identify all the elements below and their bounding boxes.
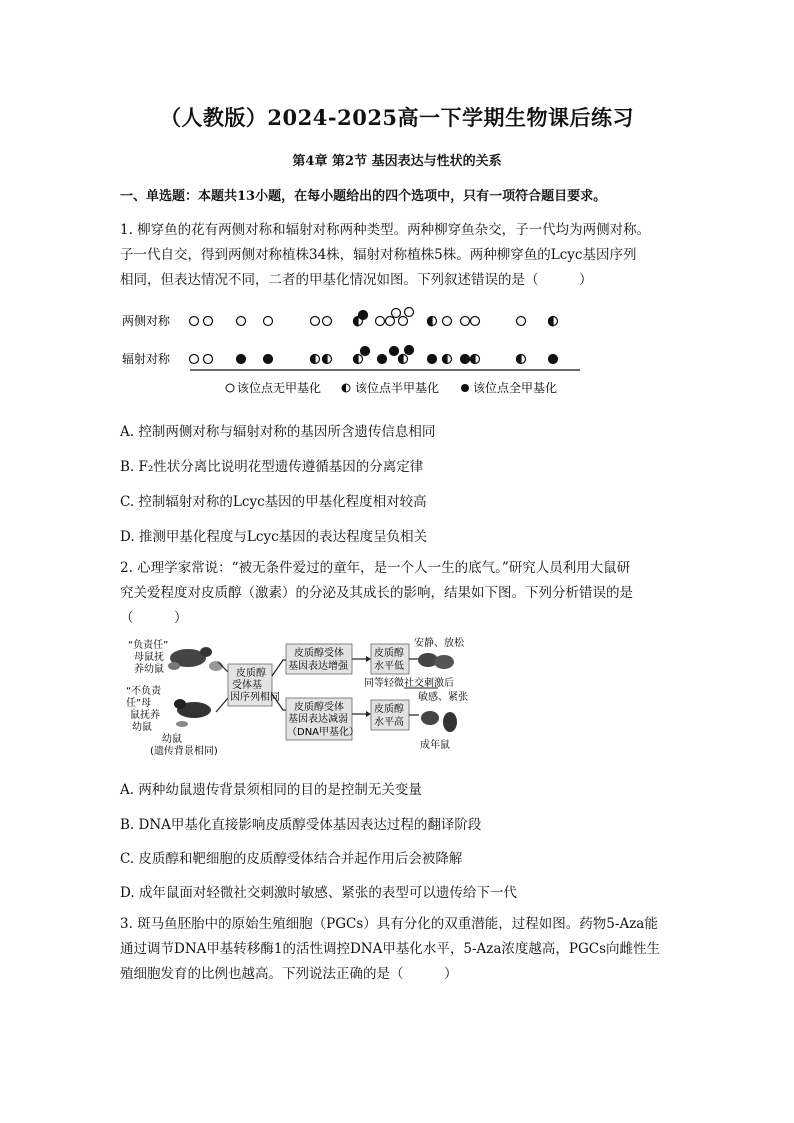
svg-text:皮质醇: 皮质醇 [236, 668, 266, 679]
svg-text:皮质醇: 皮质醇 [374, 648, 404, 659]
lower-expression-box [286, 698, 359, 740]
upper-expression-box [286, 644, 352, 674]
site-full-icon [237, 355, 246, 364]
question-3-line: 殖细胞发育的比例也越高。下列说法正确的是（ ） [120, 966, 458, 982]
svg-text:（DNA甲基化）: （DNA甲基化） [287, 727, 360, 738]
site-open-icon [517, 317, 526, 326]
legend-none-label: 该位点无甲基化 [237, 381, 322, 395]
site-full-icon [390, 347, 399, 356]
question-3-stem [120, 912, 680, 987]
site-full-icon [378, 355, 387, 364]
site-full-icon [461, 355, 470, 364]
sensitive-label: 敏感、紧张 [418, 692, 468, 703]
site-full-icon [264, 355, 273, 364]
site-open-icon [264, 317, 273, 326]
question-2-option-d[interactable]: D. 成年鼠面对轻微社交刺激时敏感、紧张的表型可以遗传给下一代 [120, 885, 517, 901]
legend-half-label: 该位点半甲基化 [355, 381, 440, 395]
question-1-line: 相同，但表达情况不同，二者的甲基化情况如图。下列叙述错误的是（ ） [120, 272, 593, 288]
site-open-icon [204, 317, 213, 326]
stimulus-label: 同等轻微社交刺激后 [364, 678, 454, 689]
calm-label: 安静、放松 [414, 638, 464, 649]
site-open-icon [190, 355, 199, 364]
site-open-icon [190, 317, 199, 326]
site-open-icon [443, 317, 452, 326]
site-open-icon [311, 317, 320, 326]
site-open-icon [323, 317, 332, 326]
arrow-head-icon [366, 711, 371, 717]
irresponsible-mother-rat-icon [174, 699, 211, 727]
site-open-icon [405, 308, 414, 317]
svg-text:基因表达增强: 基因表达增强 [288, 661, 348, 672]
question-1-line: 1. 柳穿鱼的花有两侧对称和辐射对称两种类型。两种柳穿鱼杂交，子一代均为两侧对称。 [120, 222, 651, 238]
legend-open-icon [226, 384, 234, 392]
question-2-option-c[interactable]: C. 皮质醇和靶细胞的皮质醇受体结合并起作用后会被降解 [120, 851, 463, 867]
arrow-head-icon [366, 656, 371, 662]
question-1-stem [120, 218, 680, 293]
legend-full-icon [461, 384, 469, 392]
cortisol-low-box [371, 644, 409, 674]
question-1-option-d[interactable]: D. 推测甲基化程度与Lcyc基因的表达程度呈负相关 [120, 529, 428, 545]
section-heading: 一、单选题：本题共13小题，在每小题给出的四个选项中，只有一项符合题目要求。 [120, 189, 607, 204]
row-bilateral-label: 两侧对称 [122, 314, 171, 328]
row-radial-label: 辐射对称 [122, 352, 171, 366]
svg-text:因序列相同: 因序列相同 [230, 692, 280, 703]
question-1-option-c[interactable]: C. 控制辐射对称的Lcyc基因的甲基化程度相对较高 [120, 494, 427, 510]
svg-text:皮质醇受体: 皮质醇受体 [294, 648, 344, 659]
site-open-icon [237, 317, 246, 326]
receptor-gene-box [228, 664, 280, 706]
page-title: （人教版）2024-2025高一下学期生物课后练习 [159, 105, 635, 130]
rat-care-flow-diagram [120, 636, 480, 760]
svg-text:母鼠抚: 母鼠抚 [134, 652, 164, 663]
bilateral-sites [190, 308, 558, 327]
question-2-line: 2. 心理学家常说：“被无条件爱过的童年，是一个人一生的底气。”研究人员利用大鼠研 [120, 560, 631, 576]
svg-text:鼠抚养: 鼠抚养 [130, 710, 160, 721]
site-full-icon [549, 355, 558, 364]
svg-text:幼鼠: 幼鼠 [162, 734, 182, 745]
adult-rat-label: 成年鼠 [420, 740, 450, 751]
tense-rats-icon [421, 711, 457, 732]
svg-text:水平低: 水平低 [374, 661, 404, 672]
question-2-stem [120, 556, 680, 631]
svg-text:受体基: 受体基 [232, 680, 262, 691]
svg-text:幼鼠: 幼鼠 [132, 722, 152, 733]
calm-rats-icon [418, 653, 454, 669]
site-open-icon [399, 317, 408, 326]
question-1-option-a[interactable]: A. 控制两侧对称与辐射对称的基因所含遗传信息相同 [120, 424, 436, 440]
site-open-icon [386, 317, 395, 326]
pups-label [150, 732, 218, 757]
site-open-icon [461, 317, 470, 326]
question-1-option-b[interactable]: B. F₂性状分离比说明花型遗传遵循基因的分离定律 [120, 459, 424, 475]
responsible-mother-label [128, 638, 168, 675]
radial-sites [190, 346, 558, 364]
site-full-icon [428, 355, 437, 364]
site-open-icon [392, 309, 401, 318]
svg-text:(遗传背景相同): (遗传背景相同) [150, 746, 218, 757]
site-full-icon [359, 311, 368, 320]
question-3-line: 3. 斑马鱼胚胎中的原始生殖细胞（PGCs）具有分化的双重潜能，过程如图。药物5-Aza能 [120, 916, 658, 932]
site-open-icon [471, 317, 480, 326]
question-3-line: 通过调节DNA甲基转移酶1的活性调控DNA甲基化水平，5-Aza浓度越高，PGCs向雌性生 [120, 941, 661, 957]
responsible-mother-rat-icon [168, 647, 223, 671]
svg-text:皮质醇: 皮质醇 [374, 704, 404, 715]
svg-text:皮质醇受体: 皮质醇受体 [294, 702, 344, 713]
site-full-icon [405, 346, 414, 355]
svg-text:“负责任”: “负责任” [128, 640, 169, 651]
question-2-option-a[interactable]: A. 两种幼鼠遗传背景须相同的目的是控制无关变量 [120, 782, 422, 798]
methylation-legend [226, 380, 557, 395]
site-full-icon [361, 347, 370, 356]
svg-text:水平高: 水平高 [374, 717, 404, 728]
cortisol-high-box [371, 700, 409, 730]
svg-text:任”母: 任”母 [126, 698, 152, 709]
legend-full-label: 该位点全甲基化 [473, 381, 558, 395]
site-open-icon [376, 317, 385, 326]
svg-text:养幼鼠: 养幼鼠 [134, 664, 164, 675]
question-2-line: 究关爱程度对皮质醇（激素）的分泌及其成长的影响，结果如下图。下列分析错误的是 [120, 585, 633, 601]
methylation-figure [120, 305, 600, 405]
question-2-option-b[interactable]: B. DNA甲基化直接影响皮质醇受体基因表达过程的翻译阶段 [120, 817, 482, 833]
section-subtitle: 第4章 第2节 基因表达与性状的关系 [292, 154, 502, 169]
site-open-icon [204, 355, 213, 364]
question-2-line: （ ） [120, 610, 188, 626]
question-1-line: 子一代自交，得到两侧对称植株34株，辐射对称植株5株。两种柳穿鱼的Lcyc基因序列 [120, 247, 637, 263]
svg-text:基因表达减弱: 基因表达减弱 [288, 714, 348, 725]
svg-text:“不负责: “不负责 [126, 686, 162, 697]
irresponsible-mother-label [126, 684, 162, 733]
